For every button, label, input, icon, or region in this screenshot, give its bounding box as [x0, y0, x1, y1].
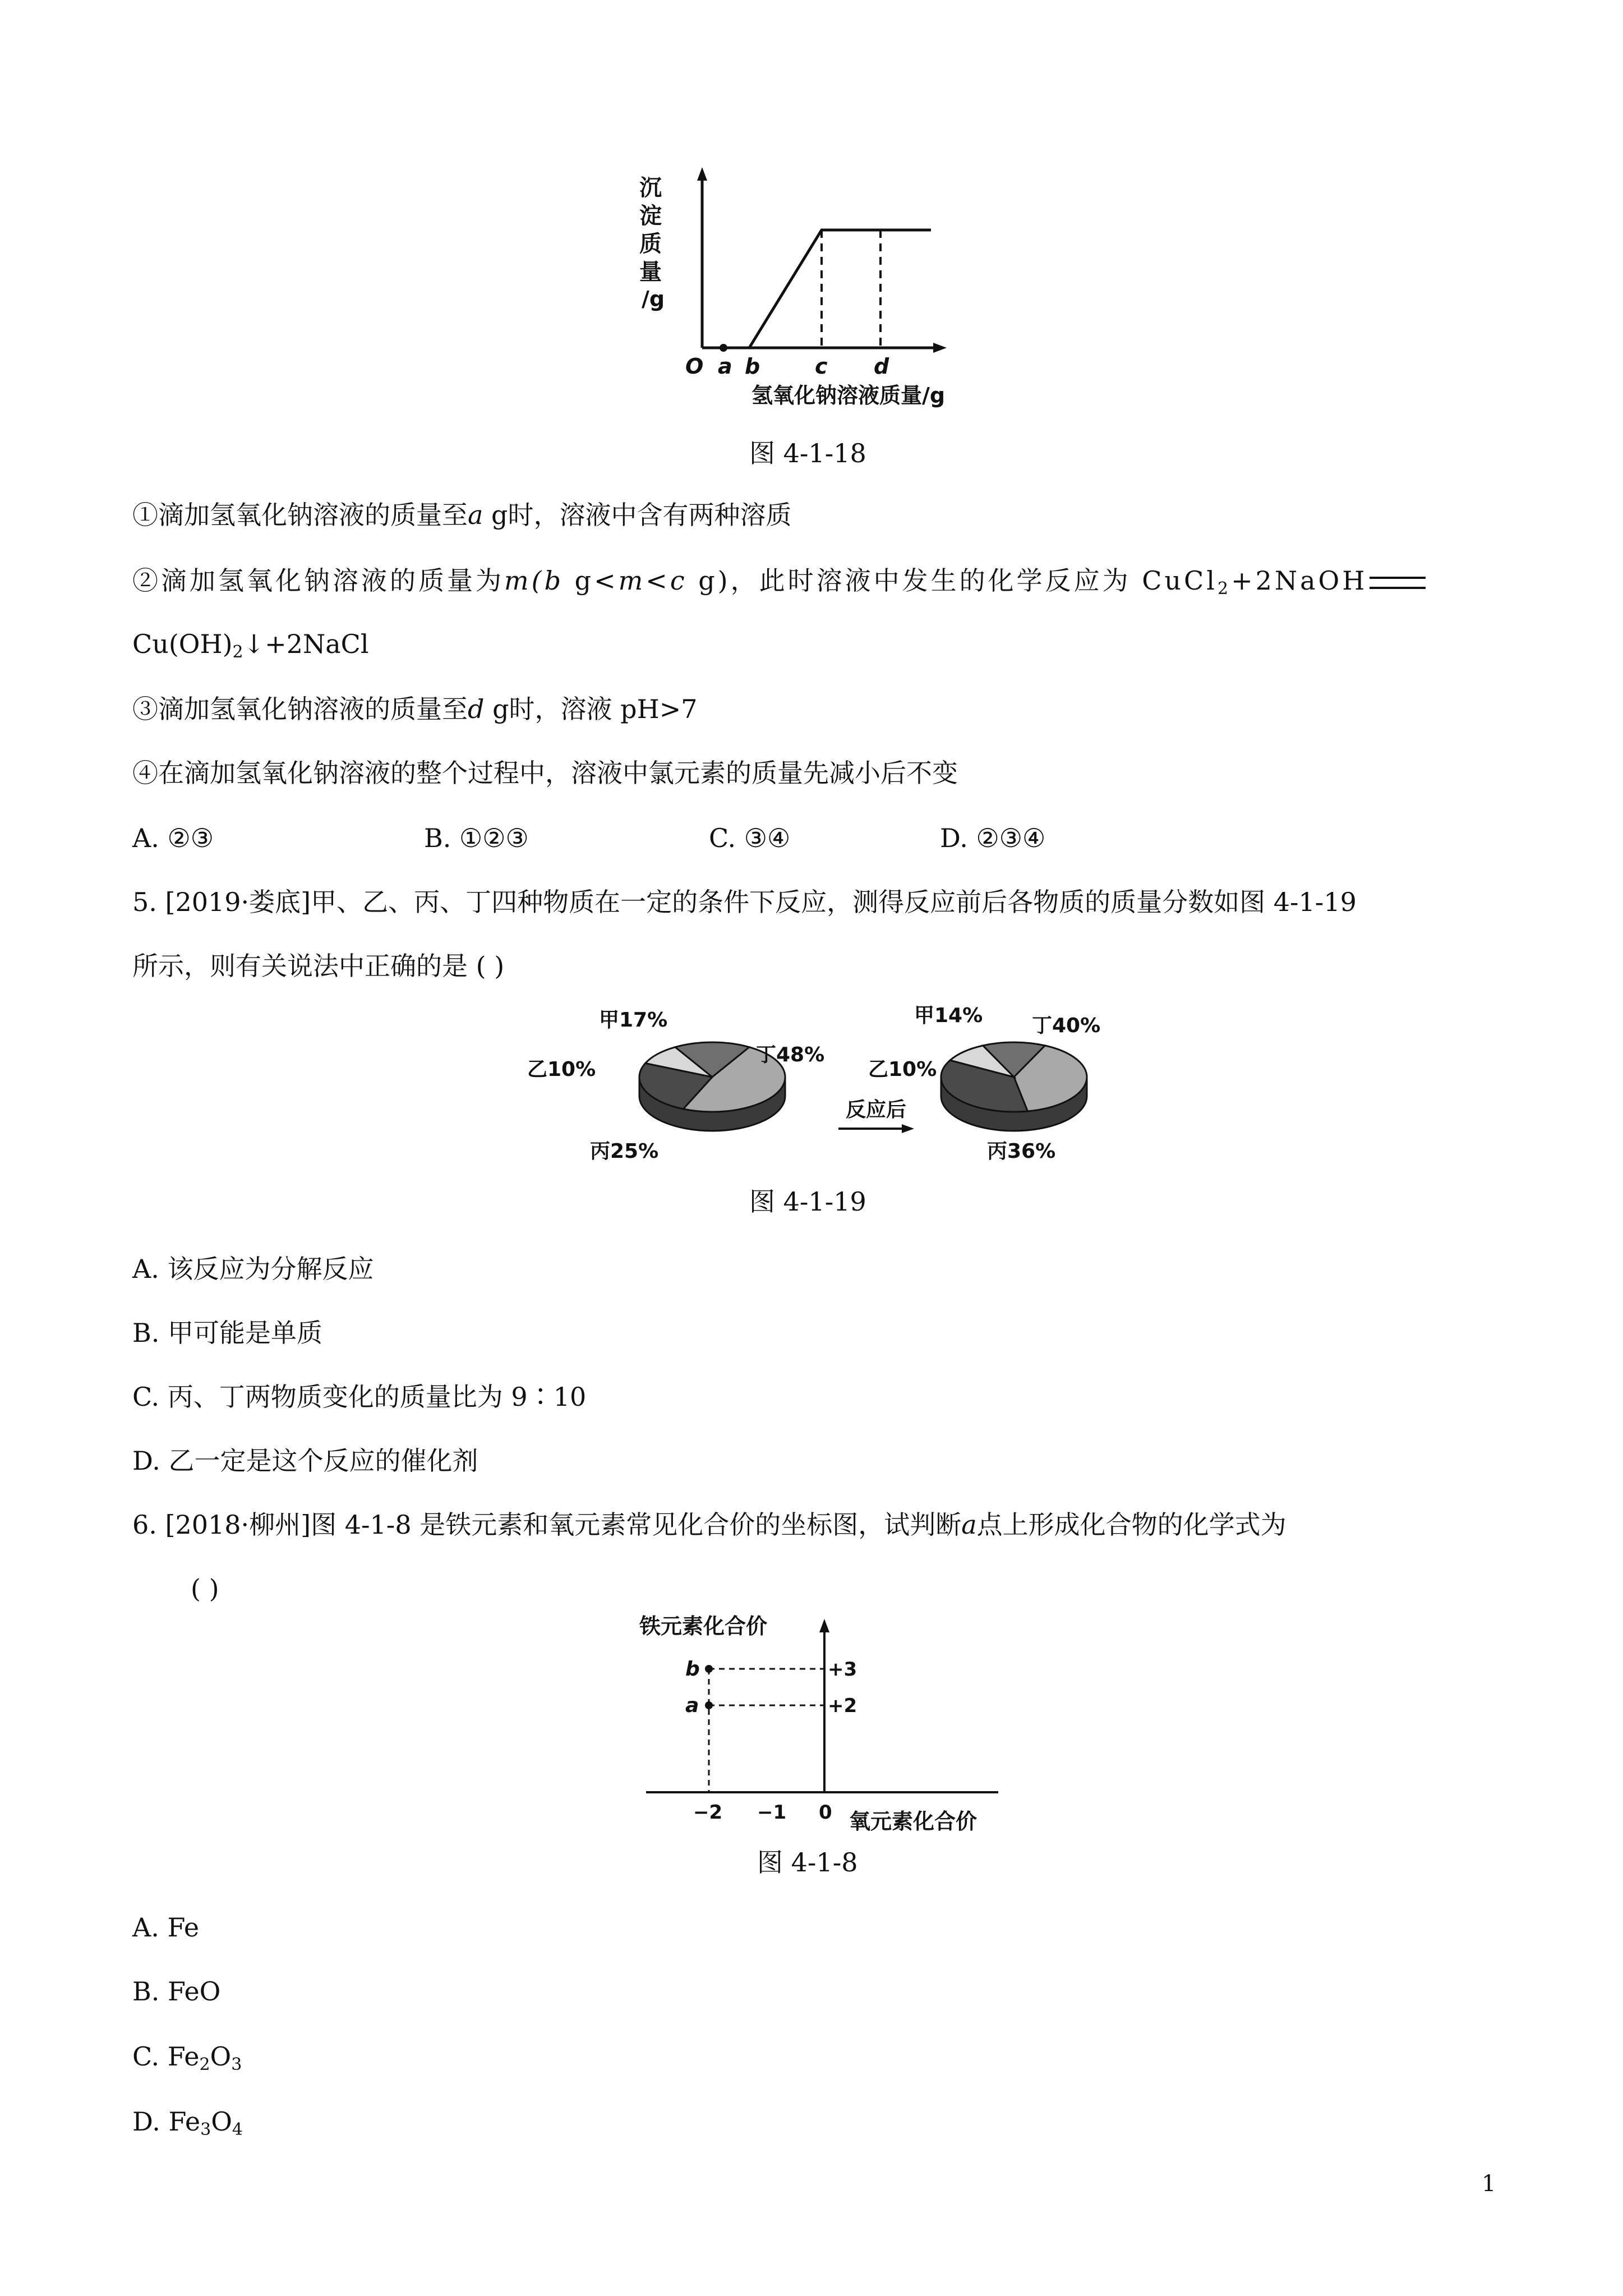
tick-a: a: [718, 354, 732, 379]
variable-a: a: [961, 1510, 977, 1540]
y-label-char: 量: [639, 259, 662, 285]
y-tick-plus3: +3: [828, 1658, 857, 1681]
statement-2-lt: g<: [564, 565, 619, 596]
y-axis-label: 铁元素化合价: [639, 1614, 768, 1639]
y-label-char: 沉: [639, 175, 662, 201]
figure-4-1-8: [639, 1610, 1021, 1840]
arrow-label: 反应后: [846, 1098, 907, 1121]
statement-1-text: ①滴加氢氧化钠溶液的质量至: [132, 500, 468, 530]
after-yi-label: 乙10%: [868, 1058, 937, 1081]
q6-option-d[interactable]: [132, 2105, 243, 2138]
x-tick-minus1: −1: [757, 1801, 787, 1824]
pie-after: [941, 1042, 1087, 1131]
q4-option-d[interactable]: D. ②③④: [940, 823, 1046, 853]
variable-b: (b: [531, 565, 564, 596]
formula-part: D. Fe: [132, 2106, 201, 2137]
q6-option-b[interactable]: B. FeO: [132, 1976, 221, 2007]
formula-part: C. Fe: [132, 2041, 200, 2072]
tick-c: c: [815, 354, 828, 379]
variable-m: m: [504, 565, 532, 596]
subscript: 4: [232, 2120, 243, 2139]
statement-2-reaction: g)，此时溶液中发生的化学反应为 CuCl: [687, 565, 1218, 596]
page-number: 1: [1482, 2171, 1496, 2197]
variable-c: c: [670, 565, 688, 596]
y-axis-label: [639, 175, 665, 311]
before-jia-label: 甲17%: [599, 1009, 668, 1032]
product-formula: Cu(OH): [132, 629, 233, 659]
variable-m: m: [618, 565, 646, 596]
subscript: 3: [231, 2055, 242, 2074]
subscript: 2: [199, 2055, 210, 2074]
statement-4: ④在滴加氢氧化钠溶液的整个过程中，溶液中氯元素的质量先减小后不变: [132, 758, 958, 788]
subscript: 2: [1217, 579, 1232, 599]
y-label-char: 淀: [639, 203, 662, 229]
point-b-label: b: [685, 1658, 700, 1681]
figure-4-1-19: [527, 999, 1133, 1178]
question-5-line-1: 5. [2019·娄底]甲、乙、丙、丁四种物质在一定的条件下反应，测得反应前后各物质的质量分数如图 4-1-19: [132, 887, 1357, 917]
formula-part: O: [210, 2041, 232, 2072]
statement-1-tail: g时，溶液中含有两种溶质: [483, 500, 792, 530]
subscript: 3: [200, 2120, 211, 2139]
precipitate-curve: [749, 230, 931, 348]
point-a: [720, 344, 727, 352]
q6-option-c[interactable]: [132, 2040, 242, 2073]
x-axis-label: 氢氧化钠溶液质量/g: [751, 383, 946, 408]
y-axis-arrow: [697, 167, 707, 181]
variable-a: a: [468, 500, 483, 530]
tick-d: d: [874, 354, 889, 379]
origin-label: O: [685, 354, 704, 379]
statement-2-text: ②滴加氢氧化钠溶液的质量为: [132, 565, 504, 596]
q4-option-b[interactable]: B. ①②③: [424, 823, 529, 853]
y-label-char: /g: [642, 287, 665, 311]
subscript: 2: [232, 642, 243, 662]
q5-option-d[interactable]: D. 乙一定是这个反应的催化剂: [132, 1446, 478, 1476]
question-5-line-2: 所示，则有关说法中正确的是 ( ): [132, 951, 505, 981]
point-a-label: a: [685, 1694, 699, 1717]
figure-caption-4-1-18: 图 4-1-18: [749, 438, 866, 468]
statement-1: [132, 498, 792, 532]
statement-3: [132, 692, 698, 726]
q5-option-b[interactable]: B. 甲可能是单质: [132, 1318, 323, 1348]
statement-2-lt: <: [645, 565, 670, 596]
q4-option-c[interactable]: C. ③④: [709, 823, 791, 853]
equals-sign: [1370, 577, 1426, 589]
after-jia-label: 甲14%: [914, 1004, 983, 1027]
figure-caption-4-1-19: 图 4-1-19: [749, 1186, 866, 1217]
x-axis-label: 氧元素化合价: [849, 1809, 978, 1834]
before-yi-label: 乙10%: [527, 1058, 596, 1081]
q4-option-a[interactable]: A. ②③: [132, 823, 214, 853]
q5-option-a[interactable]: A. 该反应为分解反应: [132, 1254, 374, 1284]
y-axis-arrow: [819, 1619, 829, 1632]
variable-d: d: [468, 694, 485, 724]
after-ding-label: 丁40%: [1032, 1014, 1101, 1037]
x-tick-minus2: −2: [693, 1801, 723, 1824]
before-ding-label: 丁48%: [756, 1043, 825, 1066]
formula-part: O: [211, 2106, 232, 2137]
statement-3-text: ③滴加氢氧化钠溶液的质量至: [132, 694, 468, 724]
q6-option-a[interactable]: A. Fe: [132, 1912, 200, 1943]
statement-2: [132, 564, 1426, 597]
statement-2-reactant: +2NaOH: [1231, 565, 1368, 596]
figure-caption-4-1-8: 图 4-1-8: [757, 1847, 858, 1878]
y-label-char: 质: [639, 231, 662, 257]
statement-3-tail: g时，溶液 pH>7: [484, 694, 698, 724]
x-tick-zero: 0: [819, 1801, 832, 1824]
tick-b: b: [745, 354, 760, 379]
before-bing-label: 丙25%: [590, 1140, 659, 1163]
statement-2-line2: [132, 627, 369, 661]
question-6-line-1: [132, 1508, 1287, 1542]
figure-4-1-18: [617, 163, 1009, 415]
after-bing-label: 丙36%: [987, 1140, 1056, 1163]
question-6-tail: 点上形成化合物的化学式为: [976, 1510, 1287, 1540]
question-6-line-2: ( ): [191, 1573, 219, 1604]
reaction-arrow-head: [902, 1124, 914, 1133]
y-tick-plus2: +2: [828, 1695, 857, 1717]
x-axis-arrow: [933, 343, 947, 353]
question-6-text: 6. [2018·柳州]图 4-1-8 是铁元素和氧元素常见化合价的坐标图，试判断: [132, 1510, 962, 1540]
point-a: [705, 1701, 713, 1709]
q5-option-c[interactable]: C. 丙、丁两物质变化的质量比为 9∶10: [132, 1382, 587, 1412]
point-b: [705, 1665, 713, 1673]
product-tail: ↓+2NaCl: [243, 629, 369, 659]
